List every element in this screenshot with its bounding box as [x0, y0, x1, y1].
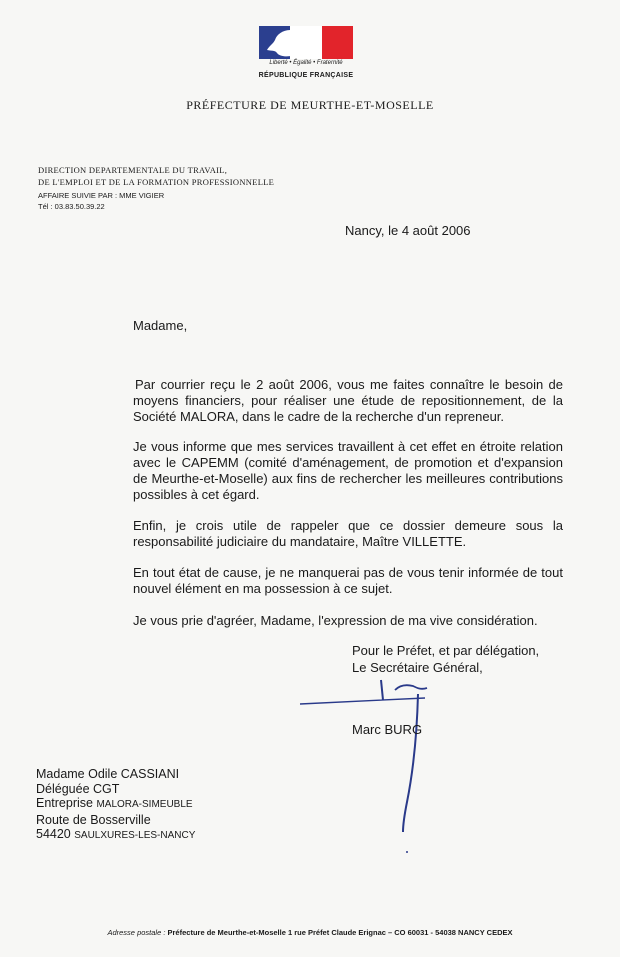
flag-white-band — [290, 26, 321, 59]
footer-address: Préfecture de Meurthe-et-Moselle 1 rue Préfet Claude Erignac – CO 60031 - 54038 NANCY CEDEX — [167, 928, 513, 937]
flag-blue-band — [259, 26, 290, 59]
sender-contact: AFFAIRE SUIVIE PAR : MME VIGIER — [38, 191, 165, 200]
marianne-profile-icon — [259, 26, 290, 59]
letter-date: Nancy, le 4 août 2006 — [345, 223, 471, 238]
handwritten-signature — [295, 672, 445, 872]
sender-phone: Tél : 03.83.50.39.22 — [38, 202, 105, 211]
sender-direction: DIRECTION DEPARTEMENTALE DU TRAVAIL, — [38, 165, 228, 175]
footer-label: Adresse postale : — [107, 928, 166, 937]
recipient-name: Madame Odile CASSIANI — [36, 767, 180, 781]
salutation: Madame, — [133, 318, 188, 333]
paragraph-2: Je vous informe que mes services travaillent à cet effet en étroite relation avec le CAPEMM (comité d'aménagement, de promotion et d'expansion de Meurthe-et-Moselle) aux fins de rechercher les meilleures contributions possibles à cet égard. — [133, 439, 563, 502]
paragraph-1: Par courrier reçu le 2 août 2006, vous me faites connaître le besoin de moyens financiers, pour réaliser une étude de repositionnement, de la Société MALORA, dans le cadre de la recherche d'un repreneur. — [133, 377, 563, 424]
recipient-street: Route de Bosserville — [36, 812, 151, 827]
sender-direction-2: DE L'EMPLOI ET DE LA FORMATION PROFESSIONNELLE — [38, 177, 275, 187]
flag-red-band — [322, 26, 353, 59]
prefecture-title: PRÉFECTURE DE MEURTHE-ET-MOSELLE — [186, 98, 434, 112]
signatory-name: Marc BURG — [352, 722, 423, 737]
republic-name: RÉPUBLIQUE FRANÇAISE — [258, 72, 354, 79]
paragraph-4: En tout état de cause, je ne manquerai pas de vous tenir informée de tout nouvel élément en ma possession à ce sujet. — [133, 565, 563, 596]
signature-title: Le Secrétaire Général, — [352, 660, 483, 675]
signature-delegation: Pour le Préfet, et par délégation, — [352, 643, 540, 658]
postal-address-footer — [0, 928, 620, 937]
recipient-company: Entreprise MALORA-SIMEUBLE — [36, 796, 193, 810]
paragraph-5: Je vous prie d'agréer, Madame, l'expression de ma vive considération. — [133, 613, 538, 628]
republic-motto: Liberté • Égalité • Fraternité — [269, 60, 343, 66]
recipient-role: Déléguée CGT — [36, 781, 120, 796]
recipient-address — [36, 767, 195, 844]
paragraph-3: Enfin, je crois utile de rappeler que ce dossier demeure sous la responsabilité judiciaire du mandataire, Maître VILLETTE. — [133, 518, 563, 549]
recipient-city: 54420 SAULXURES-LES-NANCY — [36, 827, 196, 841]
marianne-logo — [259, 26, 353, 59]
